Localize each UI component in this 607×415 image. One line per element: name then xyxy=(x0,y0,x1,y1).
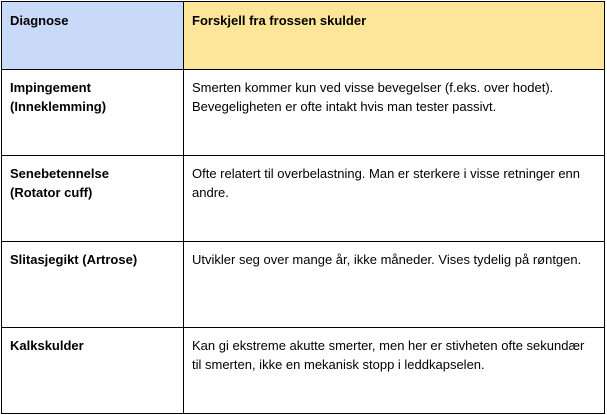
diagnose-name: Senebetennelse xyxy=(10,166,109,181)
diagnose-cell xyxy=(2,156,184,242)
diagnose-subname: (Rotator cuff) xyxy=(10,185,93,200)
table-row xyxy=(2,156,605,242)
difference-cell: Kan gi ekstreme akutte smerter, men her er stivheten ofte sekundær til smerten, ikke en mekanisk stopp i leddkapselen. xyxy=(184,328,605,414)
difference-cell: Utvikler seg over mange år, ikke måneder. Vises tydelig på røntgen. xyxy=(184,242,605,328)
table-header-row xyxy=(2,2,605,70)
header-diagnose: Diagnose xyxy=(2,2,184,70)
diagnosis-comparison-table xyxy=(1,1,605,414)
diagnose-cell xyxy=(2,70,184,156)
table-row xyxy=(2,242,605,328)
comparison-table-container xyxy=(1,1,605,413)
difference-cell: Smerten kommer kun ved visse bevegelser (f.eks. over hodet). Bevegeligheten er ofte intakt hvis man tester passivt. xyxy=(184,70,605,156)
table-row xyxy=(2,70,605,156)
diagnose-cell xyxy=(2,328,184,414)
diagnose-subname: (Inneklemming) xyxy=(10,99,107,114)
table-row xyxy=(2,328,605,414)
diagnose-name: Slitasjegikt (Artrose) xyxy=(10,252,138,267)
difference-cell: Ofte relatert til overbelastning. Man er sterkere i visse retninger enn andre. xyxy=(184,156,605,242)
header-difference: Forskjell fra frossen skulder xyxy=(184,2,605,70)
diagnose-cell xyxy=(2,242,184,328)
diagnose-name: Kalkskulder xyxy=(10,338,84,353)
diagnose-name: Impingement xyxy=(10,80,91,95)
